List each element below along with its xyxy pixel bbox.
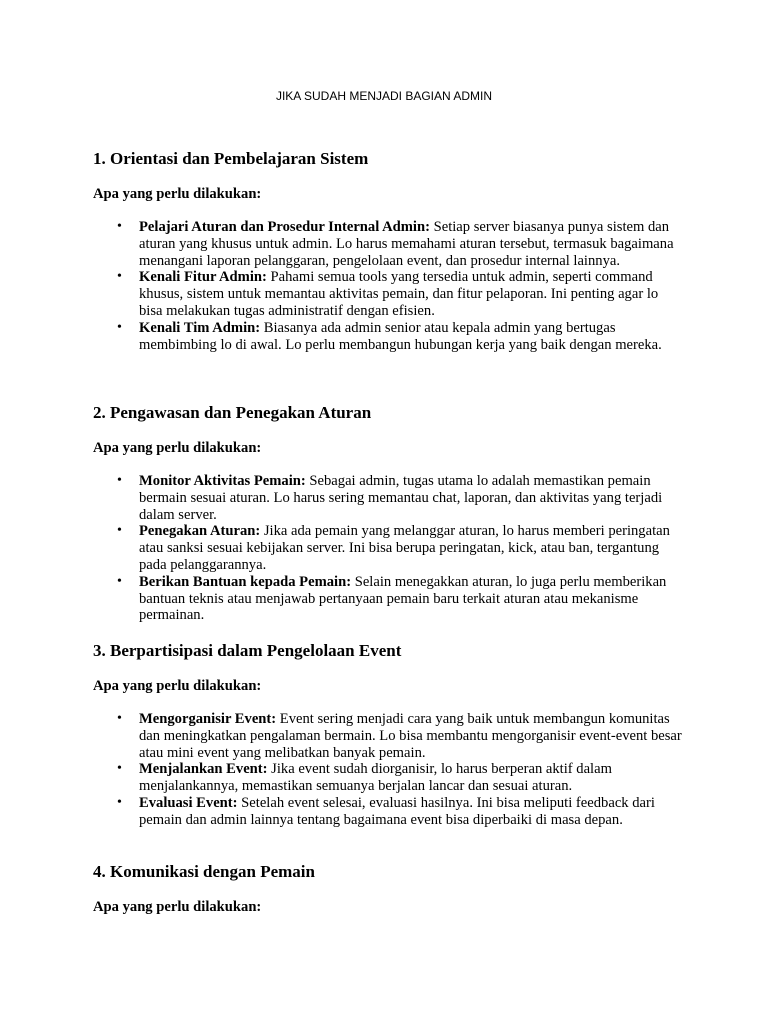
list-item bbox=[93, 269, 683, 319]
section-heading: 2. Pengawasan dan Penegakan Aturan bbox=[93, 403, 372, 422]
bullet-icon: • bbox=[117, 219, 122, 234]
list-item bbox=[93, 711, 683, 761]
bullet-icon: • bbox=[117, 319, 122, 335]
section-subheading: Apa yang perlu dilakukan: bbox=[93, 678, 262, 694]
bullet-icon: • bbox=[117, 711, 122, 726]
item-term: Monitor Aktivitas Pemain: bbox=[139, 473, 306, 489]
list-item bbox=[93, 320, 683, 354]
list-item bbox=[93, 523, 683, 573]
item-text: Event sering menjadi cara yang baik untuk membangun komunitas dan meningkatkan pengalaman bermain. Lo bisa membantu mengorganisir event-event besar atau mini event yang melibatkan banyak pemain. bbox=[139, 711, 682, 761]
item-text: Setiap server biasanya punya sistem dan aturan yang khusus untuk admin. Lo harus memahami aturan tersebut, termasuk bagaimana menangani laporan pelanggaran, pengelolaan event, dan prosedur internal lainnya. bbox=[139, 219, 674, 269]
section-heading: 4. Komunikasi dengan Pemain bbox=[93, 862, 315, 881]
section-subheading: Apa yang perlu dilakukan: bbox=[93, 899, 262, 915]
item-text: Selain menegakkan aturan, lo juga perlu memberikan bantuan teknis atau menjawab pertanyaan pemain baru terkait aturan atau mekanisme permainan. bbox=[139, 573, 667, 624]
bullet-icon: • bbox=[117, 523, 122, 539]
item-term: Berikan Bantuan kepada Pemain: bbox=[139, 573, 352, 590]
section-subheading: Apa yang perlu dilakukan: bbox=[93, 186, 262, 202]
item-term: Evaluasi Event: bbox=[139, 794, 238, 811]
bullet-icon: • bbox=[117, 573, 122, 589]
item-text: Jika event sudah diorganisir, lo harus berperan aktif dalam menjalankannya, memastikan semuanya berjalan lancar dan sesuai aturan. bbox=[139, 761, 612, 795]
item-text: Pahami semua tools yang tersedia untuk admin, seperti command khusus, sistem untuk memantau aktivitas pemain, dan fitur pelaporan. Ini penting agar lo bisa melakukan tugas administratif dengan efisien. bbox=[139, 269, 659, 319]
item-text: Sebagai admin, tugas utama lo adalah memastikan pemain bermain sesuai aturan. Lo harus sering memantau chat, laporan, dan aktivitas yang terjadi dalam server. bbox=[139, 473, 663, 523]
item-term: Kenali Fitur Admin: bbox=[139, 269, 267, 286]
section-3 bbox=[93, 640, 683, 829]
bullet-list bbox=[93, 219, 683, 353]
document-title: JIKA SUDAH MENJADI BAGIAN ADMIN bbox=[275, 89, 493, 103]
item-term: Penegakan Aturan: bbox=[139, 523, 261, 540]
item-term: Menjalankan Event: bbox=[139, 761, 268, 778]
section-subheading: Apa yang perlu dilakukan: bbox=[93, 440, 262, 456]
list-item bbox=[93, 761, 683, 795]
item-term: Mengorganisir Event: bbox=[139, 711, 277, 727]
item-term: Kenali Tim Admin: bbox=[139, 319, 261, 336]
bullet-list bbox=[93, 473, 683, 624]
bullet-icon: • bbox=[117, 794, 122, 810]
list-item bbox=[93, 574, 683, 624]
section-1 bbox=[93, 148, 683, 353]
item-text: Jika ada pemain yang melanggar aturan, lo harus memberi peringatan atau sanksi sesuai kebijakan server. Ini bisa berupa peringatan, kick, atau ban, tergantung pada pelanggarannya. bbox=[139, 523, 670, 573]
bullet-icon: • bbox=[117, 473, 122, 488]
section-4 bbox=[93, 861, 683, 916]
list-item bbox=[93, 219, 683, 269]
bullet-icon: • bbox=[117, 761, 122, 777]
section-heading: 1. Orientasi dan Pembelajaran Sistem bbox=[93, 149, 369, 168]
item-text: Setelah event selesai, evaluasi hasilnya. Ini bisa meliputi feedback dari pemain dan admin lainnya tentang bagaimana event bisa diperbaiki di masa depan. bbox=[139, 794, 655, 828]
list-item bbox=[93, 473, 683, 523]
item-text: Biasanya ada admin senior atau kepala admin yang bertugas membimbing lo di awal. Lo perlu membangun hubungan kerja yang baik dengan mereka. bbox=[139, 319, 662, 353]
bullet-list bbox=[93, 711, 683, 829]
section-heading: 3. Berpartisipasi dalam Pengelolaan Event bbox=[93, 641, 402, 660]
bullet-icon: • bbox=[117, 269, 122, 285]
list-item bbox=[93, 795, 683, 829]
item-term: Pelajari Aturan dan Prosedur Internal Admin: bbox=[139, 219, 430, 235]
section-2 bbox=[93, 402, 683, 624]
